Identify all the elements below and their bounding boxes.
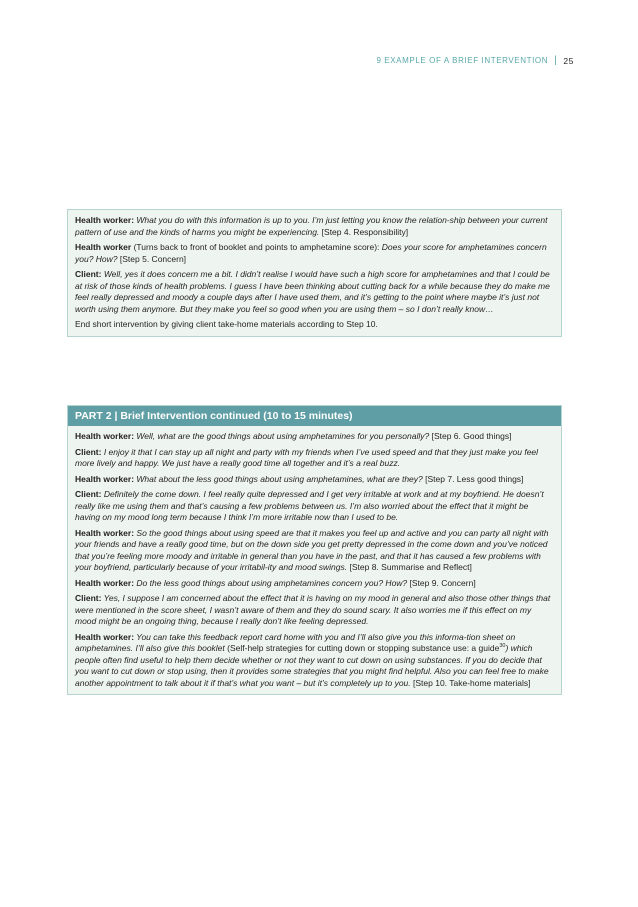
dialogue-paragraph <box>75 528 554 574</box>
dialogue-text: [Step 7. Less good things] <box>422 473 524 484</box>
running-header <box>376 55 574 66</box>
part-heading: PART 2 | Brief Intervention continued (10 to 15 minutes) <box>68 406 561 426</box>
dialogue-paragraph <box>75 269 554 315</box>
speaker-label: Client: <box>75 593 102 603</box>
dialogue-paragraph <box>75 319 554 331</box>
dialogue-text: Does your score for amphetamines concern you? How? <box>75 242 547 264</box>
speaker-label: Health worker: <box>75 215 135 225</box>
speaker-label: Client: <box>75 489 102 499</box>
speaker-label: Health worker: <box>75 473 135 484</box>
dialogue-paragraph <box>75 578 554 590</box>
dialogue-paragraph <box>75 632 554 690</box>
dialogue-text: Yes, I suppose I am concerned about the effect that it is having on my mood in general and also those other things that were mentioned in the score sheet, I wasn’t aware of them and they do sound scary. It also worries me if this effect on my mood might be an ongoing thing, because I really don’t like feeling depressed. <box>75 593 551 626</box>
dialogue-text: [Step 10. Take-home materials] <box>410 677 531 688</box>
speaker-label: Health worker: <box>75 431 135 441</box>
dialogue-paragraph <box>75 474 554 486</box>
speaker-label: Health worker: <box>75 631 135 642</box>
dialogue-text: [Step 6. Good things] <box>429 431 512 441</box>
dialogue-box-part1-continued <box>67 209 562 337</box>
speaker-label: Client: <box>75 269 102 279</box>
dialogue-text: (Turns back to front of booklet and points to amphetamine score): <box>131 242 382 252</box>
speaker-label: Health worker <box>75 242 132 252</box>
dialogue-paragraph <box>75 431 554 443</box>
dialogue-paragraph <box>75 447 554 470</box>
page-number: 25 <box>563 55 574 66</box>
dialogue-text: Do the less good things about using amphetamines concern you? How? <box>134 577 408 588</box>
dialogue-text: What you do with this information is up to you. I’m just letting you know the relation-ship between your current pattern of use and the kinds of harms you might be experiencing. <box>75 215 548 237</box>
dialogue-text: [Step 4. Responsibility] <box>319 226 409 237</box>
dialogue-text: Well, yes it does concern me a bit. I didn’t realise I would have such a high score for amphetamines and that I could be at risk of those kinds of health problems. I guess I have been thinking about cutting back for a while because they do make me feel really depressed and moody a couple days after I have used them, and it’s getting to the point where maybe it’s just not worth using them anymore. But they make you feel so good when you are using them – so I don’t really know… <box>75 269 550 314</box>
dialogue-box-part2 <box>67 405 562 695</box>
dialogue-text: I enjoy it that I can stay up all night and party with my friends when I’ve used speed and that they just make you feel more lively and happy. We just have a really good time all together and it’s a real buzz. <box>75 446 539 468</box>
dialogue-text: Definitely the come down. I feel really quite depressed and I get very irritable at work and at my boyfriend. He doesn’t really like me using them and that’s causing a few problems between us. I’m also worried about the effect that it might be having on my mood long term because I think I’m more irritable now than I used to be. <box>75 489 544 522</box>
dialogue-text: What about the less good things about using amphetamines, what are they? <box>134 473 423 484</box>
speaker-label: Health worker: <box>75 527 135 538</box>
section-title: 9 EXAMPLE OF A BRIEF INTERVENTION <box>376 56 549 65</box>
speaker-label: Client: <box>75 446 102 457</box>
dialogue-text: [Step 9. Concern] <box>407 577 476 588</box>
dialogue-paragraph <box>75 242 554 265</box>
dialogue-text: Well, what are the good things about using amphetamines for you personally? <box>134 431 430 441</box>
dialogue-paragraphs <box>75 431 554 689</box>
dialogue-text: You can take this feedback report card home with you and I’ll also give you this informa-tion sheet on amphetamines. I’ll also give this booklet <box>75 631 516 653</box>
dialogue-text: So the good things about using speed are that it makes you feel up and active and you can party all night with your friends and have a really good time, but on the down side you get pretty depressed in the come down and you’ve noticed that you’re feeling more moody and irritable in general than you have in the past, and that it has caused a few problems with your boyfriend, particularly because of your irritabil-ity and mood swings. <box>75 527 549 572</box>
dialogue-paragraph <box>75 593 554 628</box>
dialogue-text: ) which people often find useful to help them decide whether or not they want to cut down on using substances. If you do decide that you want to cut down or stop using, then it provides some strategies that you might find helpful. Also you can feel free to make another appointment to talk about it if that’s what you want – but it’s completely up to you. <box>75 643 549 688</box>
dialogue-paragraph <box>75 215 554 238</box>
reference-number: 30 <box>499 643 506 650</box>
dialogue-text: (Self-help strategies for cutting down or stopping substance use: a guide <box>224 643 500 653</box>
dialogue-text: End short intervention by giving client take-home materials according to Step 10. <box>75 319 378 329</box>
dialogue-paragraphs <box>75 215 554 331</box>
speaker-label: Health worker: <box>75 577 135 588</box>
dialogue-text: [Step 8. Summarise and Reflect] <box>347 562 472 572</box>
dialogue-paragraph <box>75 489 554 524</box>
dialogue-text: [Step 5. Concern] <box>117 253 187 264</box>
header-separator: | <box>554 55 558 66</box>
